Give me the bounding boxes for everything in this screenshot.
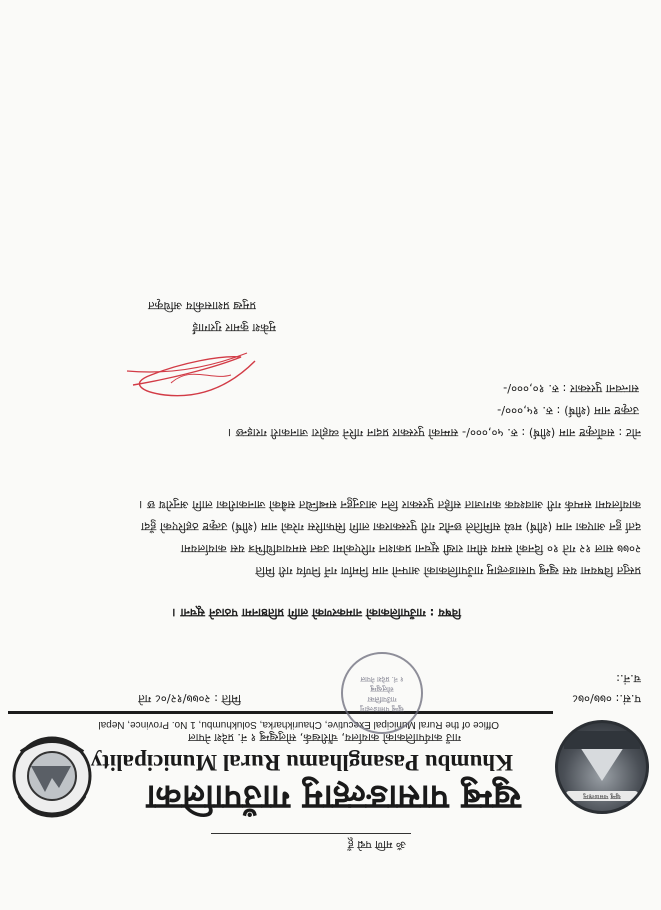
stamp-line-4: १ नं. प्रदेश नेपाल [360, 675, 404, 683]
stamp-line-3: सोलुखुम्बु [370, 685, 394, 693]
office-address-en: Office of the Rural Municipal Executive, Chaurikharka, Solukhumbu, 1 No. Province, Nepal [98, 719, 499, 730]
signatory-title: प्रमुख प्रशासकीय अधिकृत [148, 299, 256, 313]
signatory-name: मुकेश कुमार गुरागाईं [192, 321, 276, 335]
handwritten-signature [121, 345, 261, 405]
stamp-line-1: खुम्बु पासाङल्हामु [360, 705, 404, 713]
letterhead-tagline: ॐ मणि पद्मे हूँ [347, 838, 406, 851]
government-emblem [11, 730, 93, 822]
signature-icon [121, 345, 261, 405]
note-line-1: नोट : सर्वोत्कृष्ट नाम (शीर्ष) : रु. ५०,०००/- सम्मको पुरस्कार प्रदान गरिने व्यहोरा जानकारी गराइन्छ । [227, 426, 641, 440]
mountain-icon [580, 747, 624, 781]
letter-body [21, 490, 641, 578]
body-line-3: दर्ता हुन आएका नाम (शीर्ष) मध्ये समितिले छनौट गरी पुरस्कारका लागि सिफारिस गरेको नाम (शीर्ष) उत्कृष्ट ठहरिएको हुँदा [141, 520, 641, 534]
letter-subject: विषय : गाउँपालिकाको नामकरणको लागि प्रतिष्ठानमा पठाउने सूचना । [172, 606, 461, 620]
office-address-np: गाउँ कार्यपालिकाको कार्यालय, चौंरीखर्क, सोलुखुम्बु १ नं. प्रदेश नेपाल [188, 731, 461, 744]
logo-base [564, 731, 640, 749]
body-line-4: कार्यालयमा सम्पर्क गरी आवश्यक कागजात सहित पुरस्कार लिन आउनुहुन सम्बन्धित सबैको जानकारीका लागि अनुरोध छ । [139, 498, 641, 512]
reference-number: प.सं.: ०७७/०७८ [572, 692, 641, 706]
letterhead-divider [8, 711, 553, 714]
official-stamp [341, 652, 423, 734]
letterhead-title-en: Khumbu Pasanglhamu Rural Municipality [90, 750, 513, 775]
note-line-3: सान्त्वना पुरस्कार : रु. १०,०००/- [503, 382, 639, 396]
letter-date: मिति : २०७७/१२/०८ गते [138, 692, 241, 706]
dispatch-number: च.नं.: [616, 672, 641, 686]
tagline-underline [211, 833, 411, 834]
letterhead-title-np: खुम्बु पासाङल्हामु गाउँपालिका [146, 777, 521, 817]
note-line-2: उत्कृष्ट नाम (शीर्ष) : रु. १५,०००/- [497, 404, 639, 418]
stamp-line-2: गाउँपालिका [367, 695, 397, 703]
emblem-icon [11, 730, 93, 822]
prize-notes [21, 374, 641, 440]
logo-caption-left: खुम्बु पासाङल्हामु [566, 791, 638, 801]
municipality-logo-left [555, 720, 649, 814]
body-line-2: २०७७ साल १२ गते १० दिनको समय सीमा राखी सूचना प्रकाशन गरिएकोमा उक्त समयावधिभित्र यस कार्यालयमा [180, 542, 641, 556]
body-line-1: प्रस्तुत विषयमा यस खुम्बु पासाङल्हामु गाउँपालिकाको आफ्नो नाम निर्माण गर्ने निर्णय गरी मिति [255, 564, 641, 578]
